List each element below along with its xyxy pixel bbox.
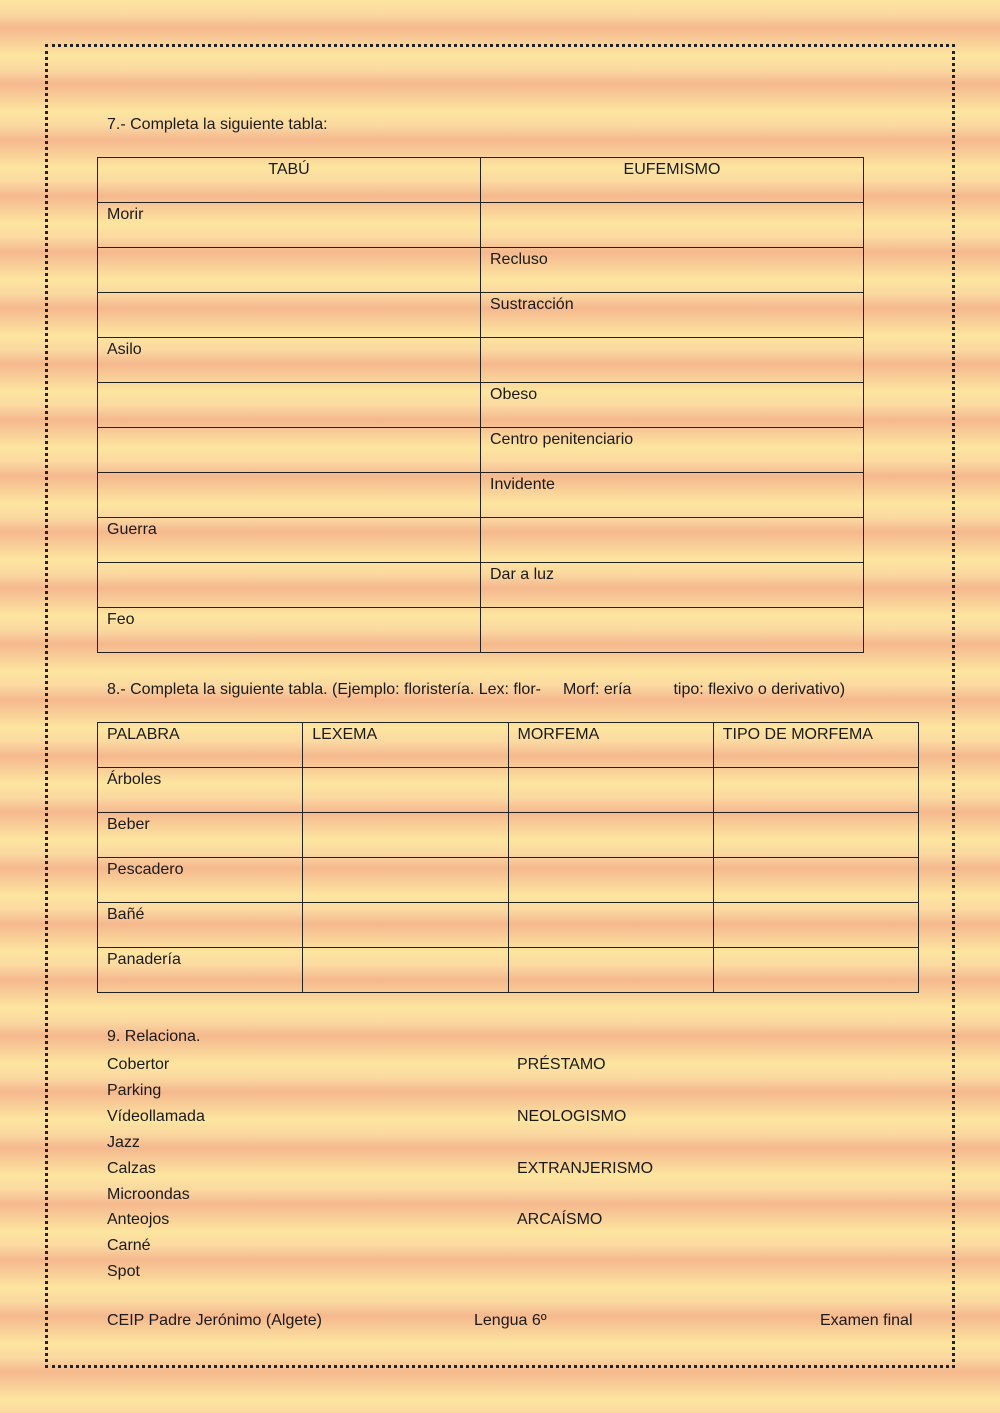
relaciona-category[interactable]: PRÉSTAMO (517, 1056, 606, 1073)
relaciona-categories (517, 1052, 653, 1259)
table-cell: Panadería (98, 948, 303, 993)
answer-cell[interactable] (713, 903, 918, 948)
q8-title-morf: Morf: ería (562, 681, 632, 698)
answer-cell[interactable] (508, 903, 713, 948)
answer-cell[interactable] (481, 338, 864, 383)
answer-cell[interactable] (508, 813, 713, 858)
header-cell: LEXEMA (303, 723, 508, 768)
answer-cell[interactable] (508, 948, 713, 993)
answer-cell[interactable] (303, 768, 508, 813)
table-cell: Bañé (98, 903, 303, 948)
table-row (98, 858, 919, 903)
table-row (98, 813, 919, 858)
table-cell: Sustracción (481, 293, 864, 338)
table-cell: Asilo (98, 338, 481, 383)
table-row (98, 518, 864, 563)
answer-cell[interactable] (713, 813, 918, 858)
table-cell: Obeso (481, 383, 864, 428)
relaciona-word[interactable]: Vídeollamada (107, 1107, 205, 1125)
table-cell: Pescadero (98, 858, 303, 903)
relaciona-word[interactable]: Calzas (107, 1159, 156, 1177)
answer-cell[interactable] (98, 473, 481, 518)
answer-cell[interactable] (481, 608, 864, 653)
header-row (98, 158, 864, 203)
relaciona-word[interactable]: Cobertor (107, 1056, 170, 1073)
answer-cell[interactable] (98, 428, 481, 473)
answer-cell[interactable] (481, 203, 864, 248)
answer-cell[interactable] (98, 563, 481, 608)
relaciona-words (107, 1052, 205, 1285)
table-cell: Beber (98, 813, 303, 858)
relaciona-word[interactable]: Spot (107, 1263, 140, 1281)
header-cell: EUFEMISMO (481, 158, 864, 203)
answer-cell[interactable] (481, 518, 864, 563)
q8-title-tipo: tipo: flexivo o derivativo) (673, 681, 846, 698)
header-cell: TABÚ (98, 158, 481, 203)
table-row (98, 428, 864, 473)
relaciona-category[interactable]: NEOLOGISMO (517, 1107, 627, 1125)
relaciona-word[interactable]: Microondas (107, 1185, 190, 1203)
table-cell: Invidente (481, 473, 864, 518)
header-row (98, 723, 919, 768)
answer-cell[interactable] (303, 948, 508, 993)
q8-title-main: 8.- Completa la siguiente tabla. (Ejemplo: floristería. Lex: flor- (107, 681, 541, 698)
answer-cell[interactable] (508, 768, 713, 813)
table-row (98, 768, 919, 813)
header-cell: MORFEMA (508, 723, 713, 768)
table-row (98, 248, 864, 293)
table-row (98, 473, 864, 518)
q8-title (107, 681, 845, 699)
answer-cell[interactable] (98, 383, 481, 428)
footer-exam: Examen final (820, 1312, 913, 1329)
relaciona-word[interactable]: Carné (107, 1237, 151, 1255)
table-row (98, 338, 864, 383)
header-cell: PALABRA (98, 723, 303, 768)
answer-cell[interactable] (713, 858, 918, 903)
answer-cell[interactable] (303, 858, 508, 903)
answer-cell[interactable] (713, 948, 918, 993)
morfema-table (97, 722, 919, 993)
table-row (98, 203, 864, 248)
footer-school: CEIP Padre Jerónimo (Algete) (107, 1312, 322, 1329)
table-row (98, 608, 864, 653)
answer-cell[interactable] (713, 768, 918, 813)
table-row (98, 903, 919, 948)
table-cell: Feo (98, 608, 481, 653)
relaciona-category[interactable]: EXTRANJERISMO (517, 1159, 654, 1177)
answer-cell[interactable] (508, 858, 713, 903)
q7-title: 7.- Completa la siguiente tabla: (107, 116, 328, 133)
table-row (98, 948, 919, 993)
table-cell: Guerra (98, 518, 481, 563)
footer-subject: Lengua 6º (474, 1312, 547, 1329)
answer-cell[interactable] (98, 293, 481, 338)
relaciona-word[interactable]: Anteojos (107, 1211, 170, 1229)
table-cell: Morir (98, 203, 481, 248)
answer-cell[interactable] (98, 248, 481, 293)
relaciona-word[interactable]: Parking (107, 1081, 162, 1099)
table-cell: Dar a luz (481, 563, 864, 608)
table-row (98, 293, 864, 338)
relaciona-category[interactable]: ARCAÍSMO (517, 1211, 603, 1229)
answer-cell[interactable] (303, 903, 508, 948)
q9-title: 9. Relaciona. (107, 1028, 201, 1045)
table-cell: Centro penitenciario (481, 428, 864, 473)
answer-cell[interactable] (303, 813, 508, 858)
table-row (98, 563, 864, 608)
header-cell: TIPO DE MORFEMA (713, 723, 918, 768)
table-row (98, 383, 864, 428)
relaciona-word[interactable]: Jazz (107, 1133, 140, 1151)
tabu-eufemismo-table (97, 157, 864, 653)
table-cell: Árboles (98, 768, 303, 813)
table-cell: Recluso (481, 248, 864, 293)
